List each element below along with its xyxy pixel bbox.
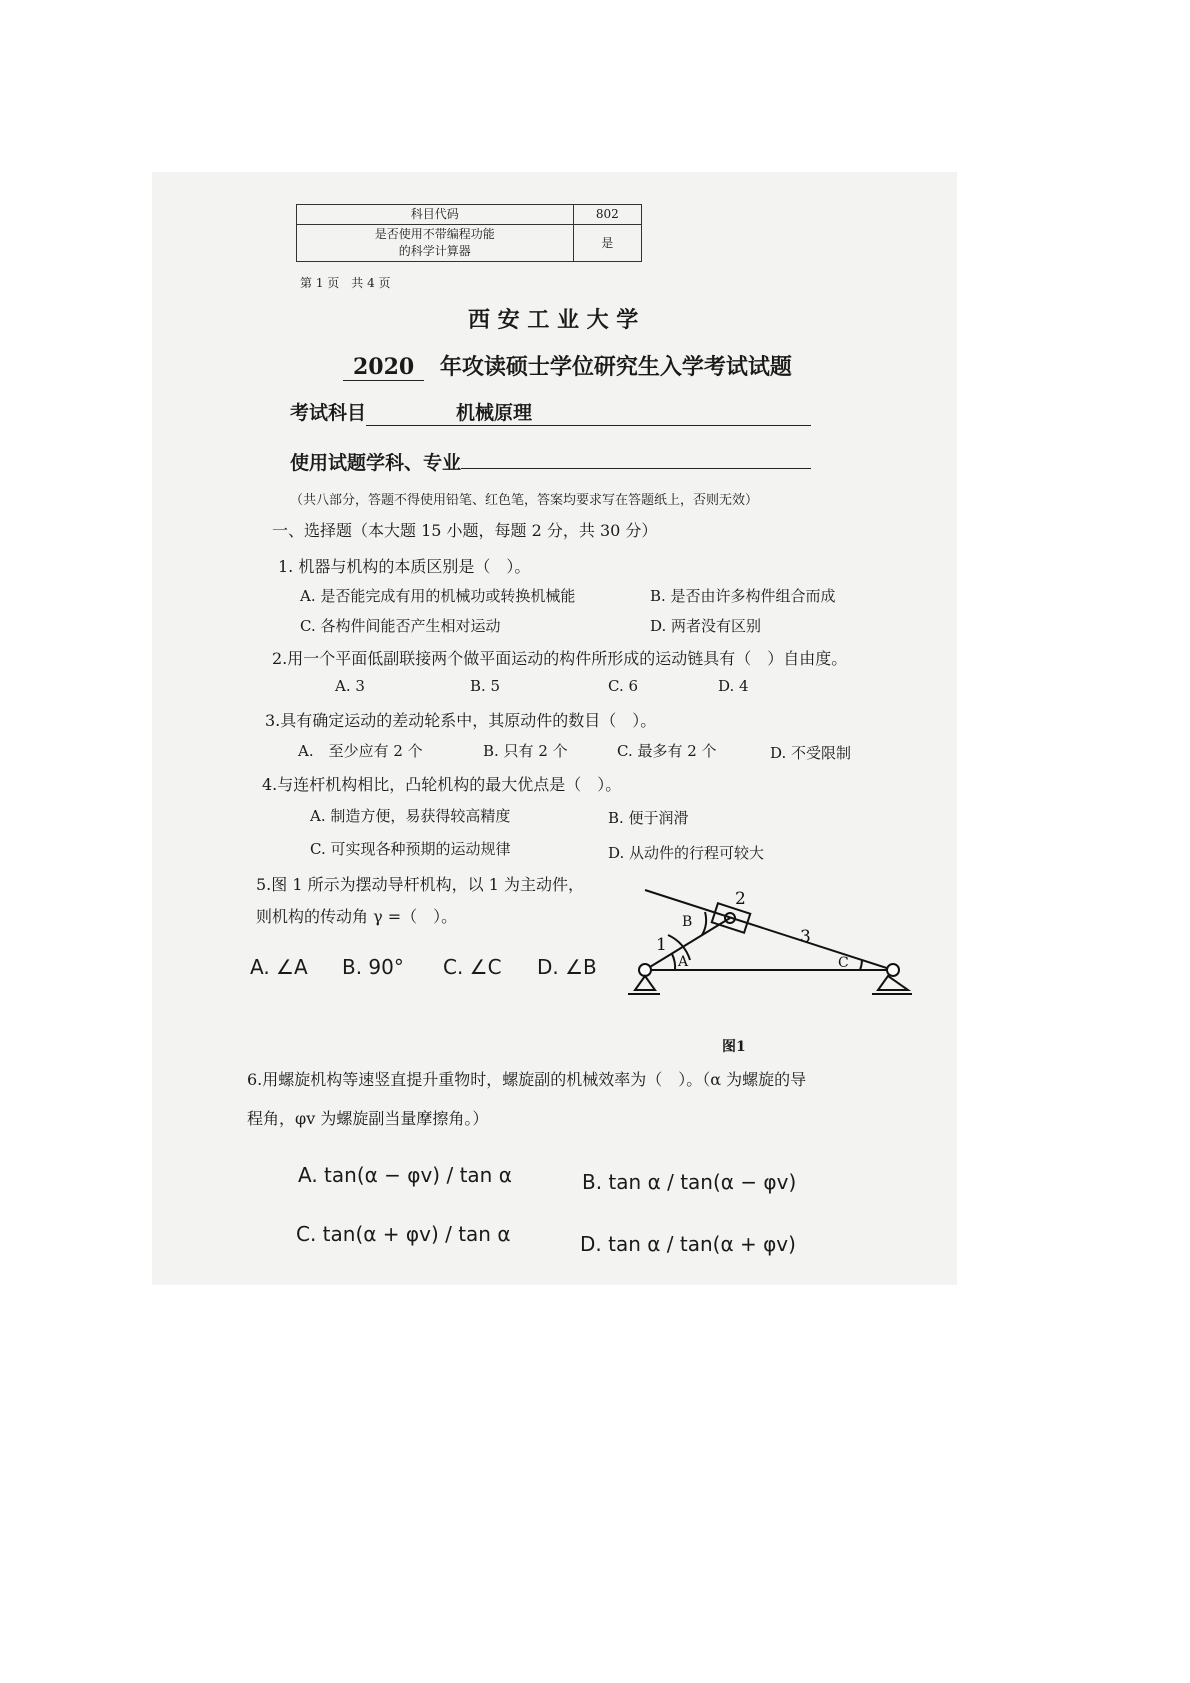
question-1: 1. 机器与机构的本质区别是（ ）。 (278, 557, 531, 576)
q5-option-c: C. ∠C (443, 955, 502, 979)
subject-label: 考试科目 (290, 402, 367, 424)
info-table (296, 204, 642, 262)
university-name: 西 安 工 业 大 学 (468, 307, 639, 333)
q3-option-b: B. 只有 2 个 (483, 742, 568, 760)
label-slider-2: 2 (735, 889, 746, 909)
left-pivot (639, 964, 651, 976)
calculator-label-line2: 的科学计算器 (398, 244, 471, 258)
question-6-line1: 6.用螺旋机构等速竖直提升重物时，螺旋副的机械效率为（ ）。（α 为螺旋的导 (247, 1070, 807, 1089)
q1-option-b: B. 是否由许多构件组合而成 (650, 587, 836, 605)
q3-option-d: D. 不受限制 (770, 744, 852, 762)
question-5-line2: 则机构的传动角 γ =（ ）。 (256, 907, 458, 926)
q2-option-a: A. 3 (335, 677, 365, 695)
q1-option-d: D. 两者没有区别 (650, 617, 762, 635)
calculator-label-line1: 是否使用不带编程功能 (374, 227, 495, 241)
q6-option-b: B. tan α / tan(α − φv) (582, 1170, 797, 1194)
major-line (290, 448, 811, 475)
q6-option-d: D. tan α / tan(α + φv) (580, 1232, 796, 1256)
q6-option-a: A. tan(α − φv) / tan α (298, 1163, 512, 1187)
exam-year: 2020 (343, 354, 424, 381)
subject-value: 机械原理 (366, 398, 811, 426)
q5-option-b: B. 90° (342, 955, 404, 979)
question-4: 4.与连杆机构相比，凸轮机构的最大优点是（ ）。 (262, 775, 622, 794)
figure-1-guide-bar-mechanism (620, 880, 930, 1020)
q4-option-d: D. 从动件的行程可较大 (608, 844, 765, 862)
q3-option-a: A. 至少应有 2 个 (298, 742, 423, 760)
q4-option-a: A. 制造方便，易获得较高精度 (310, 807, 511, 825)
q4-option-c: C. 可实现各种预期的运动规律 (310, 840, 511, 858)
subject-line (290, 398, 811, 426)
major-label: 使用试题学科、专业 (290, 452, 462, 474)
label-angle-a: A (678, 954, 689, 970)
q2-option-c: C. 6 (608, 677, 639, 695)
q2-option-b: B. 5 (470, 677, 501, 695)
q1-option-a: A. 是否能完成有用的机械功或转换机械能 (300, 587, 576, 605)
instructions: （共八部分，答题不得使用铅笔、红色笔，答案均要求写在答题纸上，否则无效） (290, 493, 759, 508)
major-value-blank (461, 448, 811, 469)
section-heading: 一、选择题（本大题 15 小题，每题 2 分，共 30 分） (272, 521, 658, 540)
angle-a-arc (672, 954, 675, 970)
question-5-line1: 5.图 1 所示为摆动导杆机构，以 1 为主动件， (256, 875, 584, 894)
subject-code-value: 802 (573, 205, 641, 225)
question-6-line2: 程角，φv 为螺旋副当量摩擦角。） (247, 1109, 489, 1128)
exam-heading (343, 350, 792, 381)
q5-option-a: A. ∠A (250, 955, 308, 979)
angle-c-arc (860, 960, 862, 970)
subject-code-label: 科目代码 (297, 205, 574, 225)
label-link-1: 1 (656, 935, 667, 955)
angle-b-arc-2 (702, 912, 706, 935)
q5-option-d: D. ∠B (537, 955, 597, 979)
ground-supports (635, 976, 908, 990)
question-2: 2.用一个平面低副联接两个做平面运动的构件所形成的运动链具有（ ）自由度。 (272, 649, 848, 668)
q1-option-c: C. 各构件间能否产生相对运动 (300, 617, 501, 635)
label-angle-c: C (838, 955, 849, 971)
q6-option-c: C. tan(α + φv) / tan α (296, 1222, 511, 1246)
q2-option-d: D. 4 (718, 677, 749, 695)
q4-option-b: B. 便于润滑 (608, 809, 689, 827)
figure-caption: 图1 (722, 1039, 746, 1055)
page-info: 第 1 页 共 4 页 (300, 276, 391, 290)
right-pivot (887, 964, 899, 976)
question-3: 3.具有确定运动的差动轮系中，其原动件的数目（ ）。 (265, 711, 657, 730)
exam-title: 年攻读硕士学位研究生入学考试试题 (439, 354, 792, 380)
calculator-label (297, 225, 574, 262)
label-angle-b: B (682, 914, 693, 930)
calculator-value: 是 (573, 225, 641, 262)
label-link-3: 3 (800, 927, 811, 947)
q3-option-c: C. 最多有 2 个 (617, 742, 717, 760)
